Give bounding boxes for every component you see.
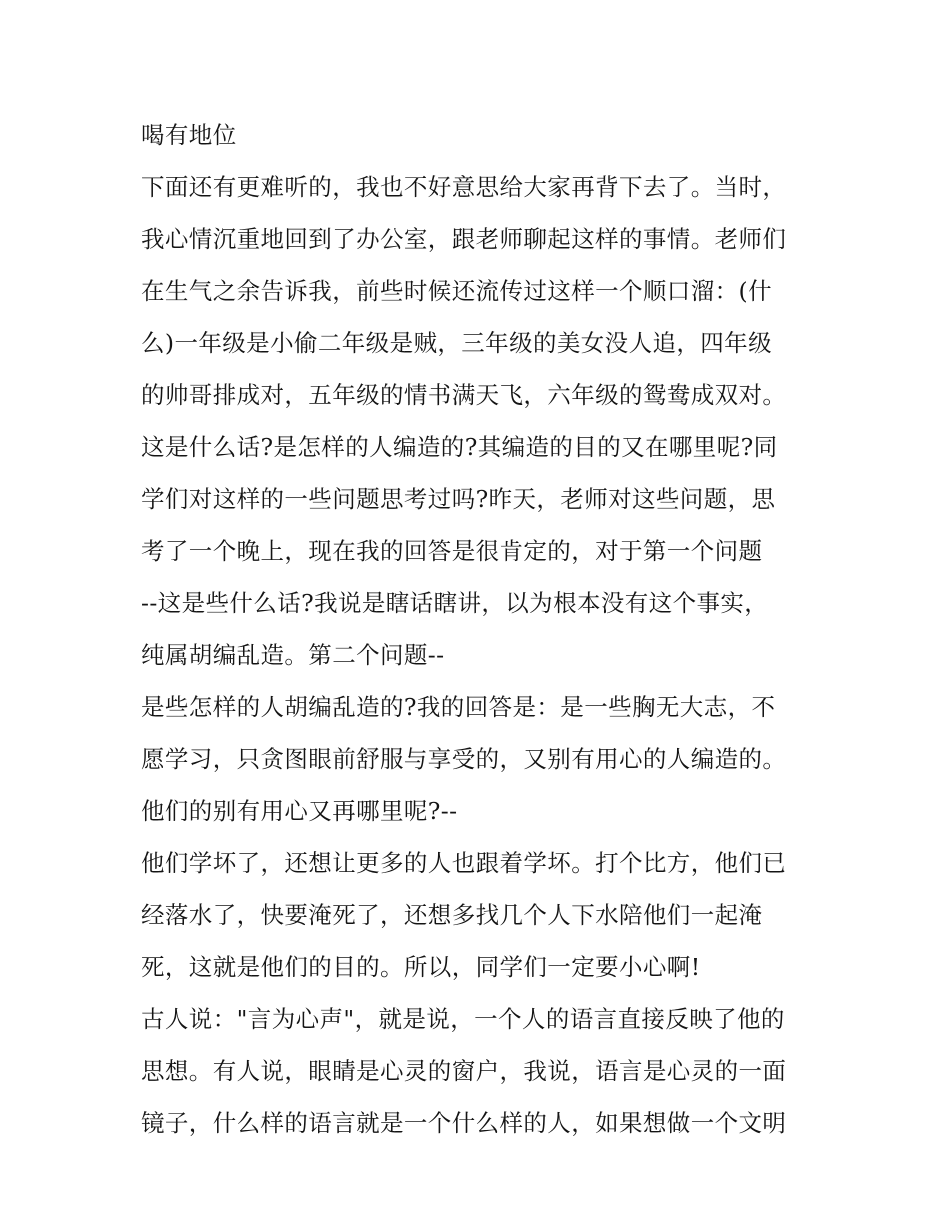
text-line: 纯属胡编乱造。第二个问题-- xyxy=(141,641,445,669)
text-line: 在生气之余告诉我，前些时候还流传过这样一个顺口溜：(什 xyxy=(141,277,772,305)
text-line: 镜子，什么样的语言就是一个什么样的人，如果想做一个文明 xyxy=(141,1109,787,1137)
text-line: 考了一个晚上，现在我的回答是很肯定的，对于第一个问题 xyxy=(141,537,763,565)
text-line: 喝有地位 xyxy=(141,121,237,149)
text-line: 愿学习，只贪图眼前舒服与享受的，又别有用心的人编造的。 xyxy=(141,745,787,773)
text-line: 是些怎样的人胡编乱造的?我的回答是：是一些胸无大志，不 xyxy=(141,693,776,721)
text-line: 这是什么话?是怎样的人编造的?其编造的目的又在哪里呢?同 xyxy=(141,433,778,461)
text-line: 古人说："言为心声"，就是说，一个人的语言直接反映了他的 xyxy=(141,1005,785,1033)
body-text xyxy=(141,109,821,1149)
text-line: 的帅哥排成对，五年级的情书满天飞，六年级的鸳鸯成双对。 xyxy=(141,381,787,409)
text-line: --这是些什么话?我说是瞎话瞎讲，以为根本没有这个事实， xyxy=(141,589,769,617)
text-line: 死，这就是他们的目的。所以，同学们一定要小心啊! xyxy=(141,953,701,981)
text-line: 学们对这样的一些问题思考过吗?昨天，老师对这些问题，思 xyxy=(141,485,776,513)
text-line: 他们学坏了，还想让更多的人也跟着学坏。打个比方，他们已 xyxy=(141,849,787,877)
text-line: 他们的别有用心又再哪里呢?-- xyxy=(141,797,458,825)
text-line: 么)一年级是小偷二年级是贼，三年级的美女没人追，四年级 xyxy=(141,329,772,357)
text-line: 经落水了，快要淹死了，还想多找几个人下水陪他们一起淹 xyxy=(141,901,763,929)
text-line: 思想。有人说，眼睛是心灵的窗户，我说，语言是心灵的一面 xyxy=(141,1057,787,1085)
text-line: 下面还有更难听的，我也不好意思给大家再背下去了。当时， xyxy=(141,173,787,201)
text-line: 我心情沉重地回到了办公室，跟老师聊起这样的事情。老师们 xyxy=(141,225,787,253)
